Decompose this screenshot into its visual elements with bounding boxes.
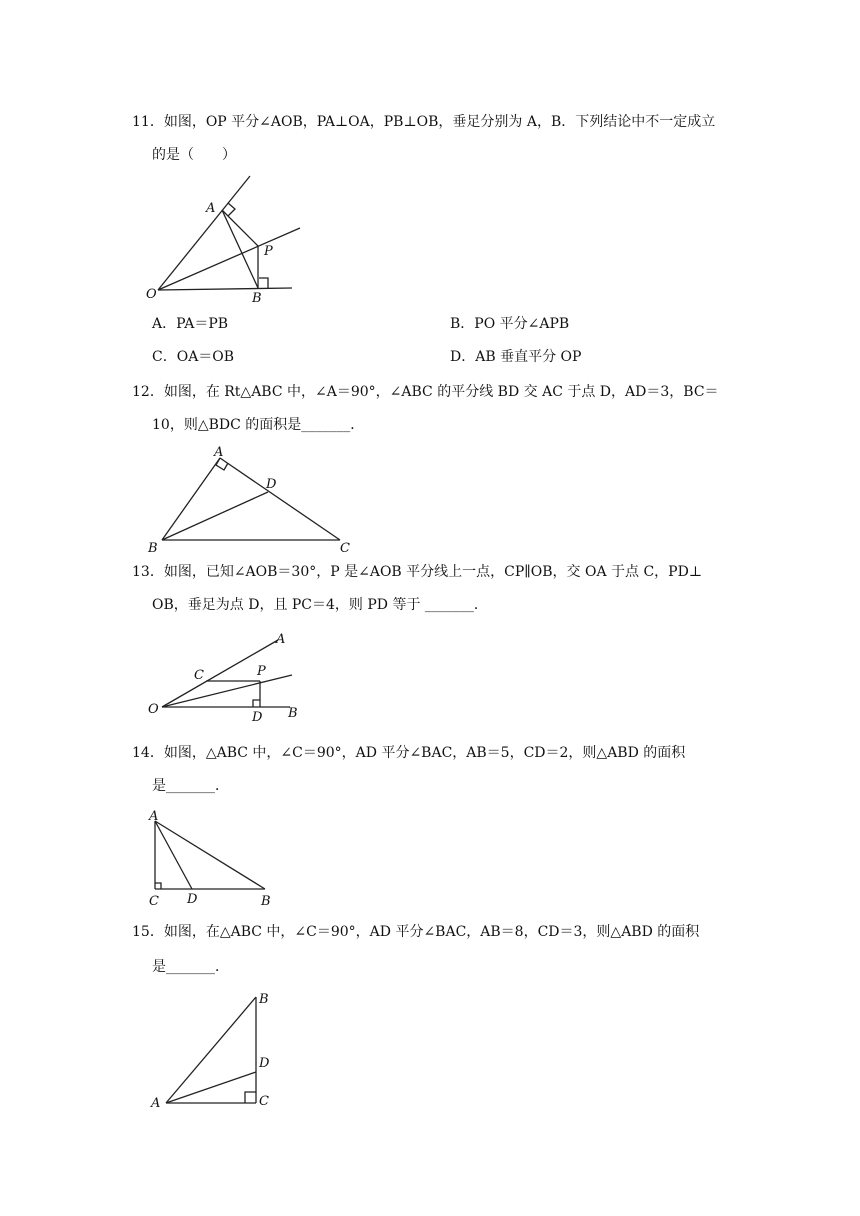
- right-angle-mark-a: [228, 203, 235, 216]
- label-o: O: [146, 287, 157, 302]
- label-a: A: [206, 201, 216, 216]
- label-c: C: [194, 668, 204, 683]
- figure-q13: [140, 625, 320, 725]
- label-d: D: [187, 892, 198, 907]
- question-13-line2: OB，垂足为点 D，且 PC＝4，则 PD 等于 _______．: [152, 597, 488, 613]
- question-12-line2: 10，则△BDC 的面积是_______．: [152, 417, 365, 433]
- figure-q15: [140, 985, 290, 1115]
- label-d: D: [259, 1056, 270, 1071]
- option-c: C．OA＝OB: [152, 349, 235, 365]
- label-d: D: [266, 477, 277, 492]
- right-angle-mark: [155, 883, 161, 889]
- right-angle-mark: [253, 700, 260, 707]
- question-15-line1: 15．如图，在△ABC 中，∠C＝90°，AD 平分∠BAC，AB＝8，CD＝3，则△ABD 的面积: [132, 924, 700, 940]
- label-p: P: [264, 244, 273, 259]
- label-p: P: [257, 664, 266, 679]
- question-13-line1: 13．如图，已知∠AOB＝30°，P 是∠AOB 平分线上一点，CP∥OB，交 OA 于点 C，PD⊥: [132, 564, 702, 580]
- question-11-line2: 的是（ ）: [152, 147, 236, 163]
- question-14-line2: 是_______．: [152, 778, 229, 794]
- question-11-line1: 11．如图，OP 平分∠AOB，PA⊥OA，PB⊥OB，垂足分别为 A，B．下列结论中不一定成立: [132, 114, 716, 130]
- figure-q14: [140, 806, 280, 912]
- question-15-line2: 是_______．: [152, 959, 229, 975]
- label-c: C: [259, 1094, 269, 1109]
- label-c: C: [340, 541, 350, 556]
- label-b: B: [261, 894, 271, 909]
- label-c: C: [149, 894, 159, 909]
- right-angle-mark: [245, 1092, 256, 1103]
- figure-q12: [140, 440, 360, 558]
- label-a: A: [276, 632, 286, 647]
- option-d: D．AB 垂直平分 OP: [450, 349, 582, 365]
- question-12-line1: 12．如图，在 Rt△ABC 中，∠A＝90°，∠ABC 的平分线 BD 交 AC 于点 D，AD＝3，BC＝: [132, 384, 719, 400]
- label-b: B: [259, 992, 269, 1007]
- label-a: A: [149, 809, 159, 824]
- label-a: A: [214, 445, 224, 460]
- question-14-line1: 14．如图，△ABC 中，∠C＝90°，AD 平分∠BAC，AB＝5，CD＝2，则△ABD 的面积: [132, 745, 686, 761]
- label-a: A: [151, 1096, 161, 1111]
- option-b: B．PO 平分∠APB: [450, 316, 570, 332]
- right-angle-mark-b: [259, 278, 268, 288]
- label-b: B: [148, 541, 158, 556]
- label-o: O: [148, 702, 159, 717]
- label-b: B: [252, 291, 262, 306]
- label-b: B: [288, 706, 298, 721]
- figure-q11: [140, 170, 310, 310]
- option-a: A．PA＝PB: [152, 316, 229, 332]
- label-d: D: [252, 710, 263, 725]
